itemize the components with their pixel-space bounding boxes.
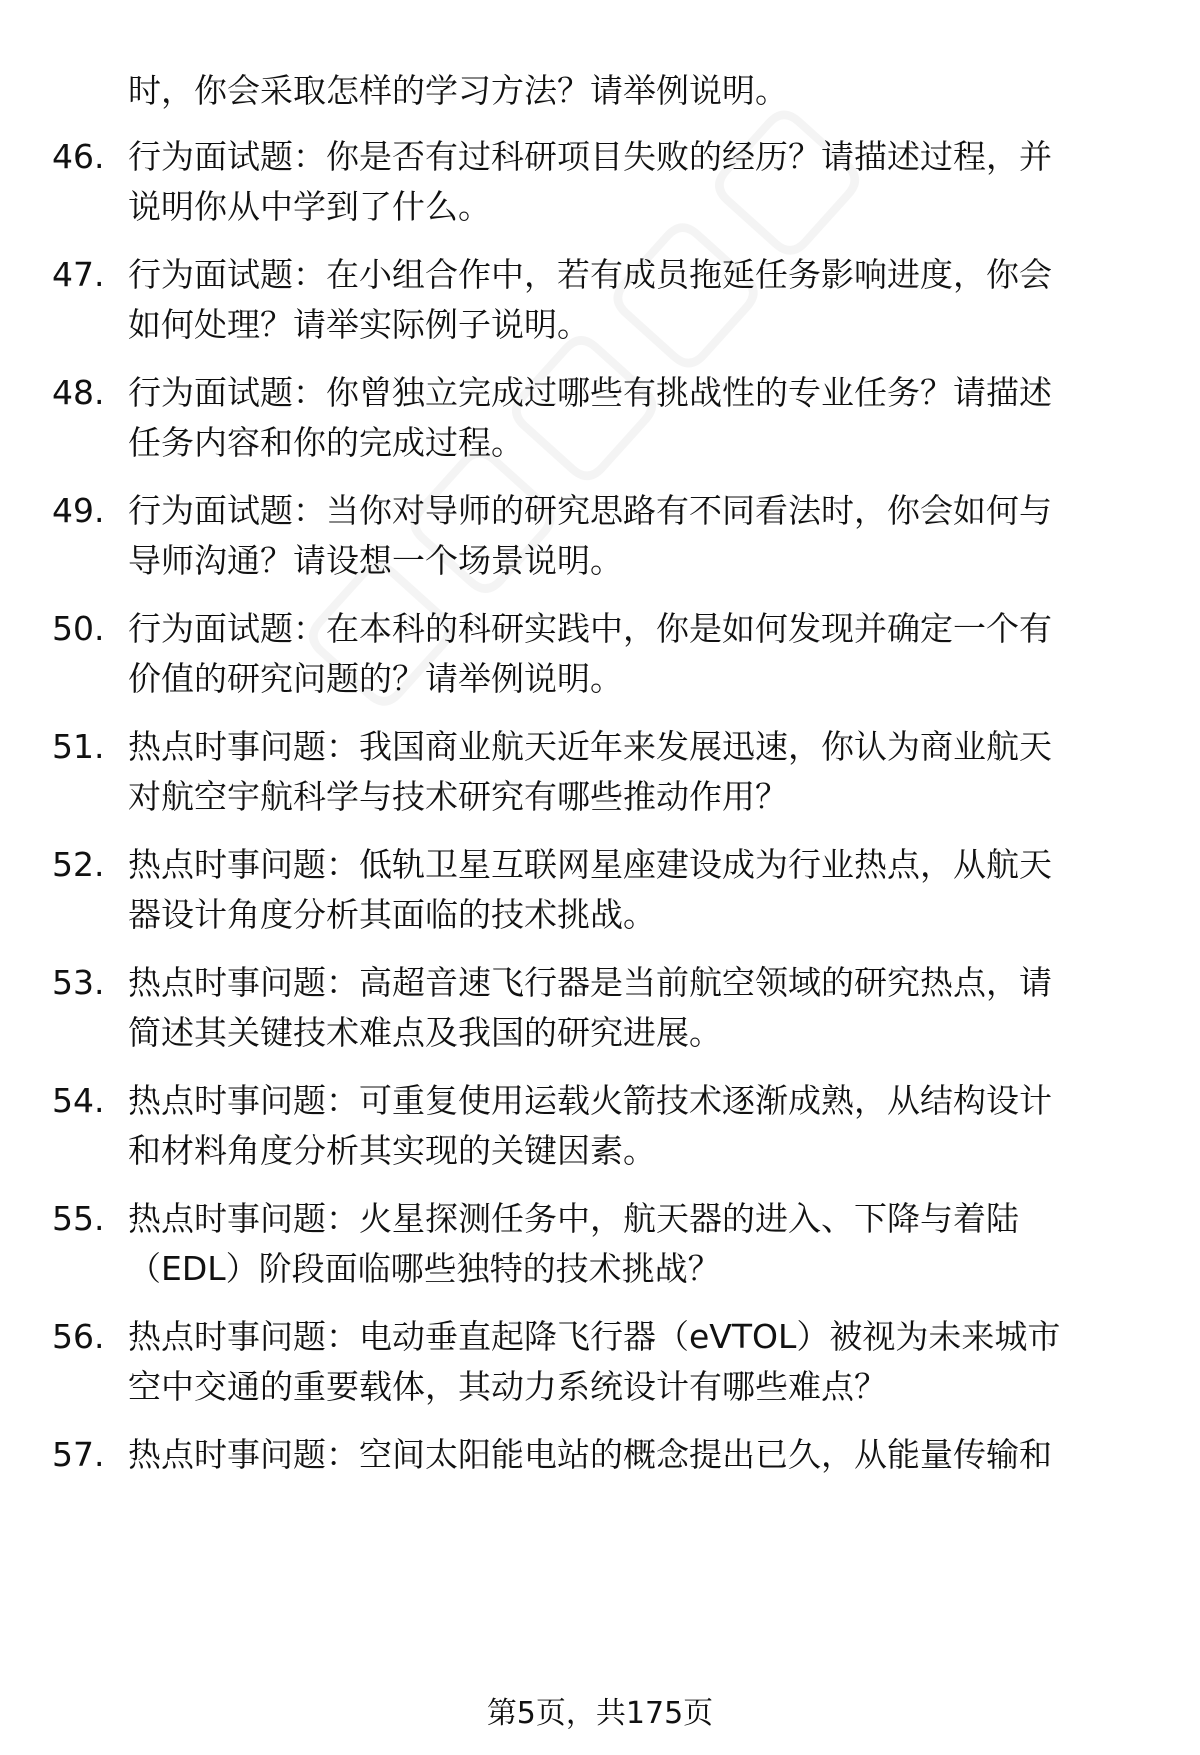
question-text — [128, 1194, 1138, 1294]
question-text — [128, 132, 1138, 232]
question-number: 57. — [52, 1435, 105, 1474]
question-text — [128, 840, 1138, 940]
question-number: 50. — [52, 609, 105, 648]
question-number: 53. — [52, 963, 105, 1002]
question-line: 导师沟通？请设想一个场景说明。 — [128, 541, 623, 580]
question-line: 任务内容和你的完成过程。 — [128, 423, 524, 462]
question-line: 热点时事问题：电动垂直起降飞行器（eVTOL）被视为未来城市 — [128, 1317, 1061, 1356]
question-number: 56. — [52, 1317, 105, 1356]
question-line: 空中交通的重要载体，其动力系统设计有哪些难点？ — [128, 1367, 887, 1406]
question-text — [128, 486, 1138, 586]
question-line: 说明你从中学到了什么。 — [128, 187, 491, 226]
question-number: 46. — [52, 137, 105, 176]
question-line: 热点时事问题：高超音速飞行器是当前航空领域的研究热点，请 — [128, 963, 1052, 1002]
question-line: 简述其关键技术难点及我国的研究进展。 — [128, 1013, 722, 1052]
question-line: 价值的研究问题的？请举例说明。 — [128, 659, 623, 698]
question-line: 热点时事问题：空间太阳能电站的概念提出已久，从能量传输和 — [128, 1435, 1052, 1474]
question-line: 热点时事问题：火星探测任务中，航天器的进入、下降与着陆 — [128, 1199, 1019, 1238]
question-number: 51. — [52, 727, 105, 766]
page-footer: 第5页，共175页 — [486, 1696, 714, 1731]
question-line: 对航空宇航科学与技术研究有哪些推动作用？ — [128, 777, 788, 816]
question-line: （EDL）阶段面临哪些独特的技术挑战？ — [128, 1249, 721, 1288]
question-number: 55. — [52, 1199, 105, 1238]
question-line: 和材料角度分析其实现的关键因素。 — [128, 1131, 656, 1170]
question-text — [128, 958, 1138, 1058]
question-text — [128, 604, 1138, 704]
question-line: 行为面试题：在小组合作中，若有成员拖延任务影响进度，你会 — [128, 255, 1052, 294]
question-number: 47. — [52, 255, 105, 294]
question-text — [128, 1312, 1138, 1412]
question-line: 行为面试题：你曾独立完成过哪些有挑战性的专业任务？请描述 — [128, 373, 1052, 412]
question-text — [128, 250, 1138, 350]
question-text — [128, 368, 1138, 468]
question-text — [128, 1430, 1138, 1480]
question-line: 行为面试题：当你对导师的研究思路有不同看法时，你会如何与 — [128, 491, 1052, 530]
continuation-line: 时，你会采取怎样的学习方法？请举例说明。 — [128, 71, 788, 110]
question-text — [128, 722, 1138, 822]
question-number: 49. — [52, 491, 105, 530]
question-number: 54. — [52, 1081, 105, 1120]
question-line: 器设计角度分析其面临的技术挑战。 — [128, 895, 656, 934]
question-line: 行为面试题：你是否有过科研项目失败的经历？请描述过程，并 — [128, 137, 1052, 176]
question-text — [128, 1076, 1138, 1176]
question-line: 热点时事问题：我国商业航天近年来发展迅速，你认为商业航天 — [128, 727, 1052, 766]
question-line: 热点时事问题：可重复使用运载火箭技术逐渐成熟，从结构设计 — [128, 1081, 1052, 1120]
question-number: 52. — [52, 845, 105, 884]
question-number: 48. — [52, 373, 105, 412]
question-line: 行为面试题：在本科的科研实践中，你是如何发现并确定一个有 — [128, 609, 1052, 648]
question-line: 热点时事问题：低轨卫星互联网星座建设成为行业热点，从航天 — [128, 845, 1052, 884]
question-line: 如何处理？请举实际例子说明。 — [128, 305, 590, 344]
